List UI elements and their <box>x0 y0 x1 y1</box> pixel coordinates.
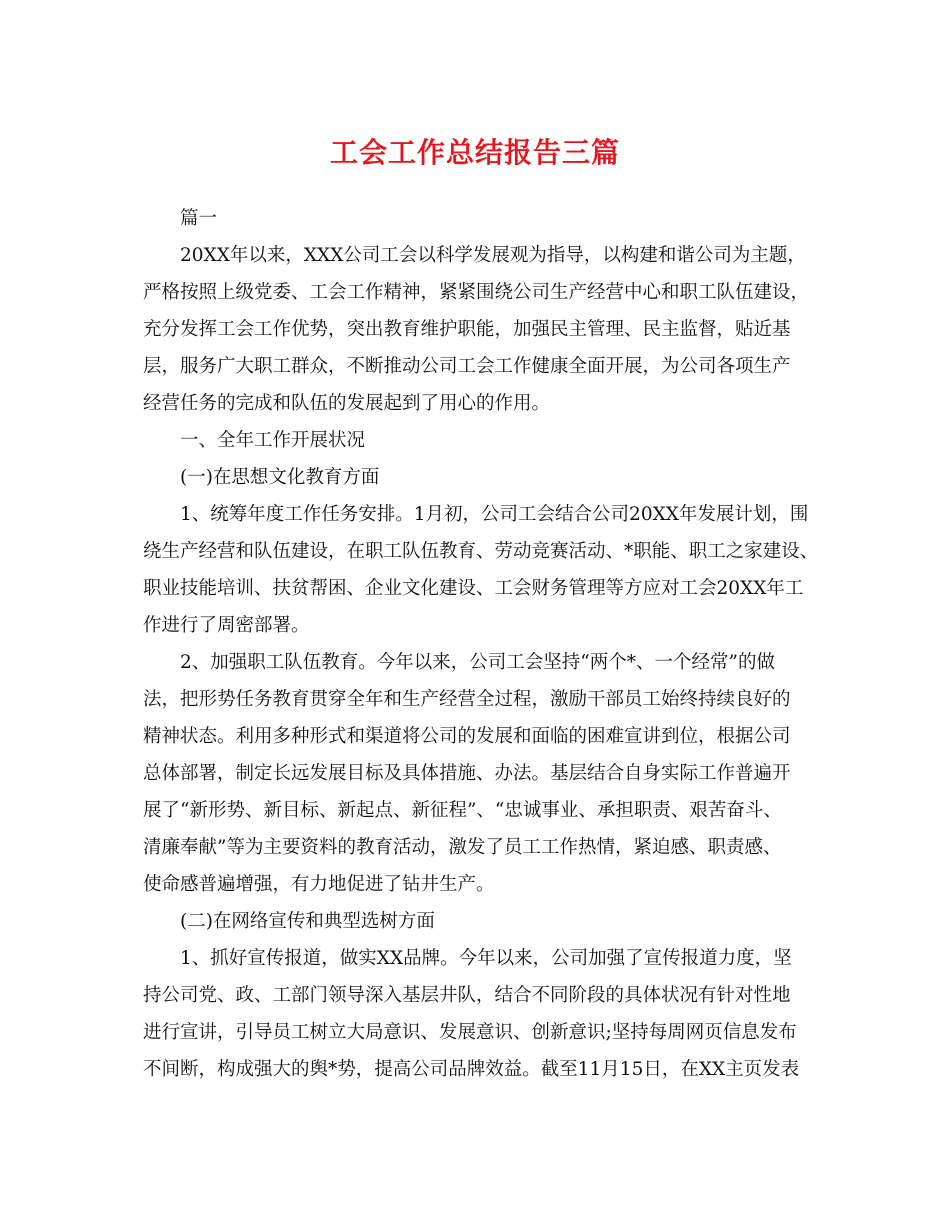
body-line: 严格按照上级党委、工会工作精神，紧紧围绕公司生产经营中心和职工队伍建设， <box>143 282 810 303</box>
body-line: 2、加强职工队伍教育。今年以来，公司工会坚持“两个*、一个经常”的做 <box>180 652 775 673</box>
body-line: 进行宣讲，引导员工树立大局意识、发展意识、创新意识;坚持每周网页信息发布 <box>143 1022 797 1043</box>
body-line: 展了“新形势、新目标、新起点、新征程”、“忠诚事业、承担职责、艰苦奋斗、 <box>143 800 782 821</box>
body-line: 层，服务广大职工群众，不断推动公司工会工作健康全面开展，为公司各项生产 <box>143 356 791 377</box>
body-line: 1、统筹年度工作任务安排。1月初，公司工会结合公司20XX年发展计划，围 <box>180 504 809 525</box>
body-line: 总体部署，制定长远发展目标及具体措施、办法。基层结合自身实际工作普遍开 <box>143 763 791 784</box>
body-line: 充分发挥工会工作优势，突出教育维护职能，加强民主管理、民主监督，贴近基 <box>143 319 791 340</box>
body-line: 职业技能培训、扶贫帮困、企业文化建设、工会财务管理等方应对工会20XX年工 <box>143 578 804 599</box>
body-line: 使命感普遍增强，有力地促进了钻井生产。 <box>143 874 495 895</box>
body-line: 一、全年工作开展状况 <box>180 430 366 451</box>
body-line: 不间断，构成强大的舆*势，提高公司品牌效益。截至11月15日，在XX主页发表 <box>143 1059 800 1080</box>
body-line: 篇一 <box>180 208 218 229</box>
body-line: 作进行了周密部署。 <box>143 615 310 636</box>
body-line: 持公司党、政、工部门领导深入基层井队，结合不同阶段的具体状况有针对性地 <box>143 985 791 1006</box>
body-line: 绕生产经营和队伍建设，在职工队伍教育、劳动竞赛活动、*职能、职工之家建设、 <box>143 541 819 562</box>
body-line: 1、抓好宣传报道，做实XX品牌。今年以来，公司加强了宣传报道力度，坚 <box>180 948 792 969</box>
document-title: 工会工作总结报告三篇 <box>329 136 620 169</box>
body-line: 精神状态。利用多种形式和渠道将公司的发展和面临的困难宣讲到位，根据公司 <box>143 726 791 747</box>
body-line: (二)在网络宣传和典型选树方面 <box>180 911 435 932</box>
body-line: 清廉奉献”等为主要资料的教育活动，激发了员工工作热情，紧迫感、职责感、 <box>143 837 782 858</box>
body-line: (一)在思想文化教育方面 <box>180 467 380 488</box>
body-line: 20XX年以来，XXX公司工会以科学发展观为指导，以构建和谐公司为主题， <box>180 245 806 266</box>
body-line: 经营任务的完成和队伍的发展起到了用心的作用。 <box>143 393 551 414</box>
body-line: 法，把形势任务教育贯穿全年和生产经营全过程，激励干部员工始终持续良好的 <box>143 689 791 710</box>
